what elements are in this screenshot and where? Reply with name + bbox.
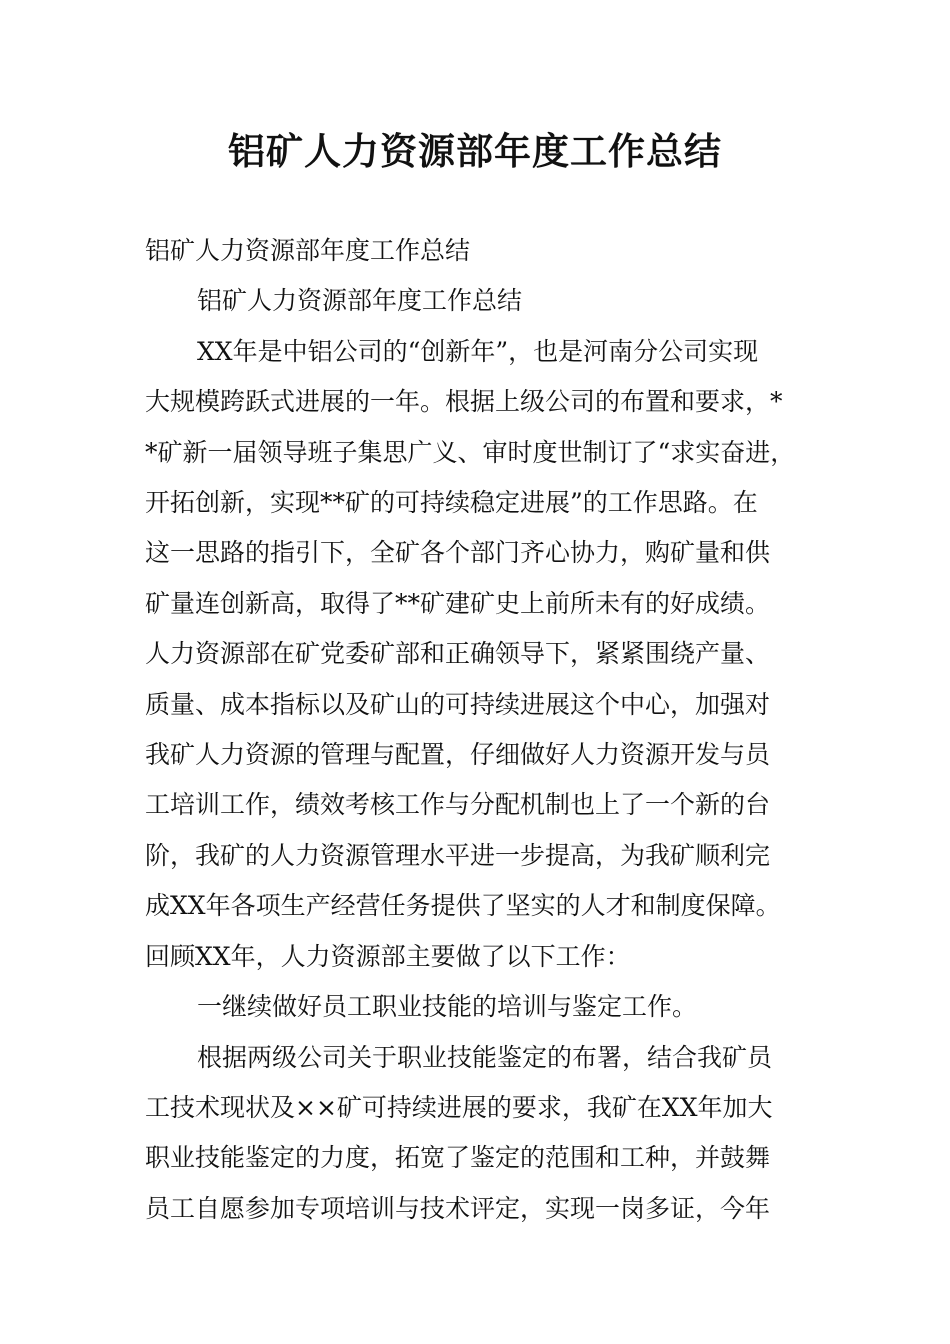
text-line: 铝矿人力资源部年度工作总结 xyxy=(197,286,523,316)
text-line: 我矿人力资源的管理与配置，仔细做好人力资源开发与员 xyxy=(145,740,771,770)
text-line: 回顾XX年，人力资源部主要做了以下工作： xyxy=(145,941,631,971)
text-line: 阶，我矿的人力资源管理水平进一步提高，为我矿顺利完 xyxy=(145,840,771,870)
text-line: 成XX年各项生产经营任务提供了坚实的人才和制度保障。 xyxy=(145,891,781,921)
text-line: 一继续做好员工职业技能的培训与鉴定工作。 xyxy=(197,992,698,1022)
text-line: 人力资源部在矿党委矿部和正确领导下，紧紧围绕产量、 xyxy=(145,639,771,669)
text-line: 工技术现状及××矿可持续进展的要求，我矿在XX年加大 xyxy=(145,1092,773,1122)
document-title: 铝矿人力资源部年度工作总结 xyxy=(228,130,722,173)
text-line: 铝矿人力资源部年度工作总结 xyxy=(145,236,471,265)
text-line: *矿新一届领导班子集思广义、审时度世制订了“求实奋进， xyxy=(145,437,796,467)
text-line: 员工自愿参加专项培训与技术评定，实现一岗多证，今年 xyxy=(145,1193,771,1223)
text-line: 职业技能鉴定的力度，拓宽了鉴定的范围和工种，并鼓舞 xyxy=(145,1143,771,1173)
text-line: 根据两级公司关于职业技能鉴定的布署，结合我矿员 xyxy=(197,1042,773,1072)
text-line: 这一思路的指引下，全矿各个部门齐心协力，购矿量和供 xyxy=(145,538,771,568)
text-line: 矿量连创新高，取得了**矿建矿史上前所未有的好成绩。 xyxy=(145,588,771,618)
text-line: 工培训工作，绩效考核工作与分配机制也上了一个新的台 xyxy=(145,790,771,820)
document-body xyxy=(145,226,830,1234)
text-line: XX年是中铝公司的“创新年”，也是河南分公司实现 xyxy=(197,336,759,366)
text-line: 质量、成本指标以及矿山的可持续进展这个中心，加强对 xyxy=(145,689,771,719)
text-line: 大规模跨跃式进展的一年。根据上级公司的布置和要求，* xyxy=(145,387,783,417)
text-line: 开拓创新，实现**矿的可持续稳定进展”的工作思路。在 xyxy=(145,488,758,518)
